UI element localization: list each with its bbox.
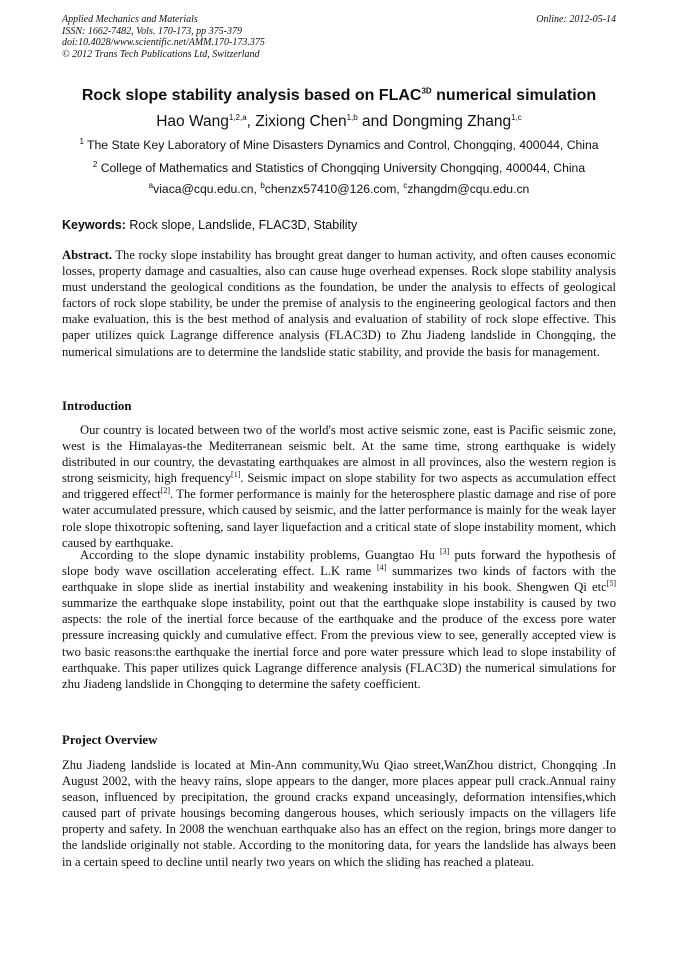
project-overview-heading: Project Overview [62,733,158,747]
affiliation-2-text: College of Mathematics and Statistics of Chongqing University Chongqing, 400044, China [97,161,586,175]
citation-1: [1] [231,470,241,480]
doi-line: doi:10.4028/www.scientific.net/AMM.170-173.375 [62,37,265,48]
affiliation-1-num: 1 [79,136,84,146]
title-tail: numerical simulation [431,87,597,104]
journal-header [62,14,616,60]
project-overview-paragraph: Zhu Jiadeng landslide is located at Min-Ann community,Wu Qiao street,WanZhou district, Chongqing .In August 2002, with the heavy rains, slope appears to the danger, more places appear pull crack.Annual rainy season, influenced by precipitation, the ground cracks expand unceasingly, deformation intensifies,which caused part of private housings becoming dangerous houses, which seriously impacts on the villagers life property and safety. In 2008 the wenchuan earthquake also has an effect on the region, brings more danger to the landslide originally not stable. According to the monitoring data, for years the landslide has always been in a certain speed to decline until nearly two years on which the sliding has reached a plateau. [62,758,616,869]
affiliation-1-text: The State Key Laboratory of Mine Disasters Dynamics and Control, Chongqing, 400044, China [83,138,599,152]
online-date: Online: 2012-05-14 [536,14,616,25]
keywords-label: Keywords: [62,218,126,232]
email-a: viaca@cqu.edu.cn, [153,182,261,196]
email-b-sup: b [260,180,265,190]
affiliation-2-num: 2 [92,159,98,169]
email-a-sup: a [148,180,154,190]
intro-p2-part-c: summarizes two kinds of factors with the earthquake in slope slide as inertial instability and weakening instability in his book. Shengwen Qi etc [62,564,617,595]
abstract-text: The rocky slope instability has brought great danger to human activity, and often causes economic losses, property damage and casualties, also can cause huge overhead expenses. Rock slope stability analysis must understand the geological conditions as the foundation, be under the analysis to effects of geological factors of rock slope stability, be under the premise of analysis to the engineering geological factors and then make evaluation, this is the best method of analysis and evaluation of stability of rock slope effective. This paper utilizes quick Lagrange difference analysis (FLAC3D) to Zhu Jiadeng landslide in Chongqing, the numerical simulations are to determine the landslide static stability, and provide the basis for management. [62,248,616,359]
affiliation-2 [62,161,616,175]
copyright-line: © 2012 Trans Tech Publications Ltd, Switzerland [62,48,260,60]
author-1: Hao Wang [156,113,229,130]
intro-p1-part-c: . The former performance is mainly for the heterosphere plastic damage and rise of pore water accumulated pressure, which caused by seismic, and the latter performance is mainly for the weak layer role slope thixotropic softening, sand layer liquefaction and a critical state of slope instability moment, which caused by earthquake. [62,487,616,550]
keywords [62,218,616,232]
author-3: and Dongming Zhang [357,113,512,130]
author-2: , Zixiong Chen [246,113,347,130]
intro-p1-part-b: . Seismic impact on slope stability for two aspects as accumulation effect and triggered effect [62,471,616,502]
journal-name: Applied Mechanics and Materials [62,14,198,25]
keywords-text: Rock slope, Landslide, FLAC3D, Stability [125,218,358,232]
abstract-label: Abstract. [62,248,113,262]
email-c-sup: c [403,180,408,190]
author-list [62,113,616,131]
author-emails [62,182,616,196]
abstract [62,247,616,360]
citation-4: [4] [376,562,387,572]
title-sup: 3D [421,86,432,96]
introduction-paragraph-1 [62,422,616,551]
introduction-heading: Introduction [62,399,132,413]
issn-line: ISSN: 1662-7482, Vols. 170-173, pp 375-379 [62,25,242,37]
intro-p2-part-b: puts forward the hypothesis of slope body wave oscillation accelerating effect. L.K rame [62,548,616,579]
author-1-sup: 1,2,a [228,112,247,122]
citation-2: [2] [160,486,171,496]
citation-5: [5] [606,579,616,588]
email-b: chenzx57410@126.com, [264,182,404,196]
title-main: Rock slope stability analysis based on FLAC [81,87,422,104]
intro-p1-part-a: Our country is located between two of the world's most active seismic zone, east is Pacific seismic zone, west is the Himalayas-the Mediterranean seismic belt. At the same time, strong earthquake is widely distributed in our country, the devastating earthquakes are almost in all provinces, also the western region is strong seismicity, high frequency [62,423,616,486]
intro-p2-part-d: summarize the earthquake slope instability, point out that the earthquake slope instability is caused by two aspects: the role of the inertial force because of the earthquake and the produce of the excess pore water pressure increasing quickly and cumulative effect. From the previous view to see, generally accepted view is two basic reasons:the earthquake the inertial force and pore water pressure which lead to slope instability of earthquake. This paper utilizes quick Lagrange difference analysis (FLAC3D) the numerical simulations for zhu Jiadeng landslide in Chongqing to determine the safety coefficient. [62,596,616,691]
intro-p2-part-a: According to the slope dynamic instability problems, Guangtao Hu [80,548,440,562]
affiliation-1 [62,138,616,152]
author-2-sup: 1,b [346,112,358,122]
introduction-paragraph-2 [62,547,616,692]
email-c: zhangdm@cqu.edu.cn [407,182,530,196]
paper-title [62,87,616,105]
citation-3: [3] [439,546,450,556]
author-3-sup: 1,c [511,112,522,122]
